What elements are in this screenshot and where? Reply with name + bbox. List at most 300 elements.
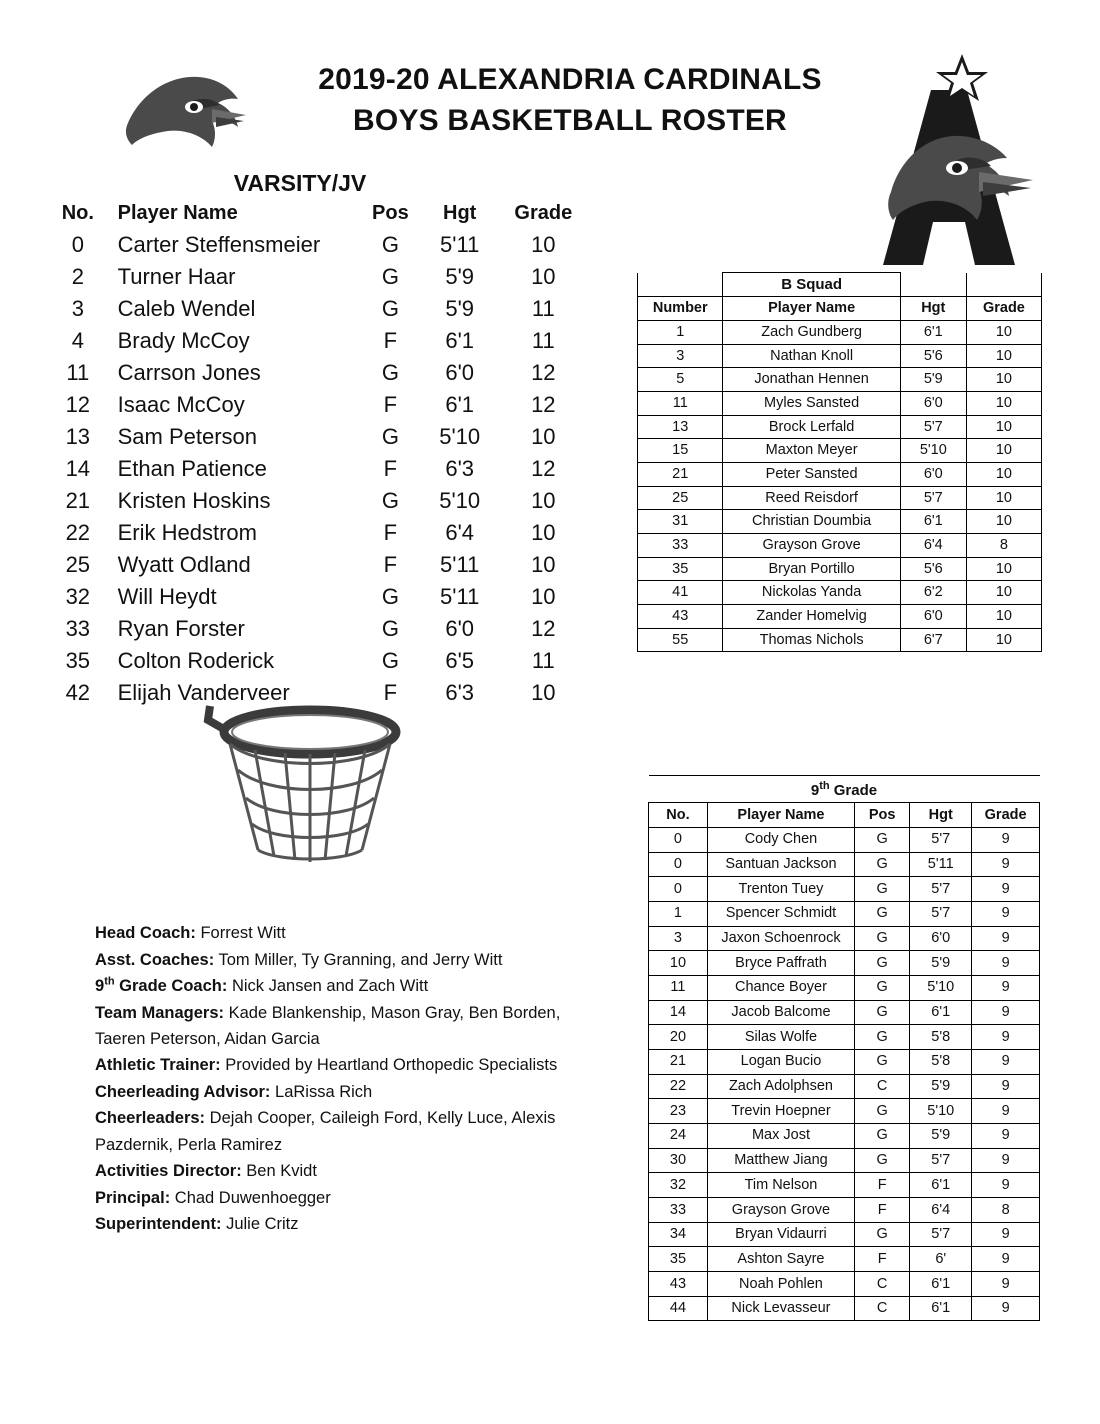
b-squad-cell: 5'6 bbox=[900, 344, 966, 368]
varsity-cell: 10 bbox=[531, 680, 556, 705]
ninth-cell: 9 bbox=[972, 1025, 1040, 1050]
varsity-cell: Carrson Jones bbox=[117, 360, 261, 385]
b-squad-cell: 10 bbox=[966, 344, 1041, 368]
ninth-cell: 10 bbox=[649, 951, 708, 976]
ninth-cell: G bbox=[855, 1049, 910, 1074]
ninth-cell: 20 bbox=[649, 1025, 708, 1050]
staff-athletic-trainer-label: Athletic Trainer: bbox=[95, 1056, 221, 1075]
table-row bbox=[638, 581, 1042, 605]
table-row bbox=[649, 1247, 1040, 1272]
ninth-cell: 9 bbox=[972, 1000, 1040, 1025]
ninth-cell: 5'7 bbox=[910, 901, 972, 926]
ninth-cell: Bryce Paffrath bbox=[707, 951, 854, 976]
varsity-cell: 0 bbox=[71, 232, 84, 257]
varsity-cell: 42 bbox=[65, 680, 91, 705]
ninth-cell: 11 bbox=[649, 975, 708, 1000]
varsity-cell: 10 bbox=[531, 264, 556, 289]
ninth-cell: 5'7 bbox=[910, 1222, 972, 1247]
varsity-cell: Will Heydt bbox=[117, 584, 217, 609]
ninth-cell: Logan Bucio bbox=[707, 1049, 854, 1074]
varsity-cell: 2 bbox=[71, 264, 84, 289]
table-row bbox=[50, 453, 590, 485]
b-squad-cell: Reed Reisdorf bbox=[723, 486, 900, 510]
varsity-cell: Carter Steffensmeier bbox=[117, 232, 321, 257]
staff-athletic-trainer-value: Provided by Heartland Orthopedic Specialists bbox=[220, 1056, 558, 1075]
ninth-cell: 9 bbox=[972, 1296, 1040, 1321]
table-header-row bbox=[50, 201, 590, 229]
varsity-cell: 35 bbox=[65, 648, 91, 673]
varsity-cell: G bbox=[381, 232, 399, 257]
varsity-cell: F bbox=[383, 680, 398, 705]
b-squad-cell: 10 bbox=[966, 415, 1041, 439]
ninth-cell: 30 bbox=[649, 1148, 708, 1173]
table-row bbox=[638, 486, 1042, 510]
ninth-header-row bbox=[649, 803, 1040, 828]
varsity-cell: 6'5 bbox=[445, 648, 475, 673]
varsity-cell: 5'10 bbox=[439, 488, 481, 513]
ninth-cell: 6'1 bbox=[910, 1173, 972, 1198]
table-row bbox=[649, 1272, 1040, 1297]
b-squad-cell: 5'7 bbox=[900, 486, 966, 510]
ninth-cell: G bbox=[855, 1222, 910, 1247]
varsity-cell: 5'10 bbox=[439, 424, 481, 449]
ninth-cell: 9 bbox=[972, 975, 1040, 1000]
b-squad-cell: 43 bbox=[638, 604, 723, 628]
varsity-cell: F bbox=[383, 456, 398, 481]
table-row bbox=[638, 533, 1042, 557]
table-row bbox=[50, 293, 590, 325]
table-row bbox=[649, 1222, 1040, 1247]
b-squad-cell: 6'0 bbox=[900, 462, 966, 486]
ninth-cell: G bbox=[855, 1025, 910, 1050]
ninth-cell: Max Jost bbox=[707, 1123, 854, 1148]
varsity-cell: F bbox=[383, 552, 398, 577]
ninth-cell: Trevin Hoepner bbox=[707, 1099, 854, 1124]
b-squad-cell: 15 bbox=[638, 439, 723, 463]
table-row bbox=[50, 261, 590, 293]
ninth-cell: 9 bbox=[972, 1123, 1040, 1148]
ninth-cell: F bbox=[855, 1247, 910, 1272]
ninth-cell: 21 bbox=[649, 1049, 708, 1074]
ninth-col-no: No. bbox=[649, 803, 708, 828]
b-squad-table bbox=[637, 272, 1042, 652]
b-squad-cell: Brock Lerfald bbox=[723, 415, 900, 439]
b-squad-cell: 13 bbox=[638, 415, 723, 439]
b-squad-cell: 6'1 bbox=[900, 510, 966, 534]
b-squad-cell: 5'9 bbox=[900, 368, 966, 392]
ninth-cell: 5'8 bbox=[910, 1025, 972, 1050]
table-row bbox=[649, 852, 1040, 877]
b-squad-cell: 6'4 bbox=[900, 533, 966, 557]
b-squad-col-name: Player Name bbox=[723, 297, 900, 321]
b-squad-cell: Bryan Portillo bbox=[723, 557, 900, 581]
ninth-cell: 9 bbox=[972, 951, 1040, 976]
ninth-cell: 0 bbox=[649, 827, 708, 852]
varsity-cell: Isaac McCoy bbox=[117, 392, 245, 417]
table-row bbox=[649, 1296, 1040, 1321]
varsity-jv-section bbox=[40, 170, 600, 709]
ninth-cell: 9 bbox=[972, 1247, 1040, 1272]
table-row bbox=[649, 1148, 1040, 1173]
varsity-cell: 10 bbox=[531, 488, 556, 513]
ninth-cell: Jacob Balcome bbox=[707, 1000, 854, 1025]
ninth-title-suffix: th bbox=[819, 779, 830, 792]
b-squad-cell: 6'7 bbox=[900, 628, 966, 652]
staff-principal-label: Principal: bbox=[95, 1188, 171, 1207]
table-row bbox=[638, 604, 1042, 628]
varsity-cell: 3 bbox=[71, 296, 84, 321]
b-squad-cell: 33 bbox=[638, 533, 723, 557]
varsity-cell: 5'11 bbox=[440, 232, 480, 257]
staff-cheer-advisor bbox=[95, 1079, 605, 1105]
ninth-cell: G bbox=[855, 852, 910, 877]
varsity-cell: 5'9 bbox=[445, 264, 475, 289]
table-row bbox=[649, 926, 1040, 951]
cardinal-a-star-logo bbox=[865, 50, 1040, 265]
varsity-cell: 6'4 bbox=[445, 520, 475, 545]
table-row bbox=[638, 320, 1042, 344]
ninth-cell: 5'8 bbox=[910, 1049, 972, 1074]
table-row bbox=[50, 645, 590, 677]
varsity-cell: G bbox=[381, 584, 399, 609]
b-squad-cell: 25 bbox=[638, 486, 723, 510]
b-squad-cell: 6'1 bbox=[900, 320, 966, 344]
ninth-cell: Grayson Grove bbox=[707, 1198, 854, 1223]
ninth-cell: F bbox=[855, 1198, 910, 1223]
varsity-cell: Caleb Wendel bbox=[117, 296, 256, 321]
ninth-cell: 5'7 bbox=[910, 877, 972, 902]
ninth-cell: 5'9 bbox=[910, 1074, 972, 1099]
table-row bbox=[638, 391, 1042, 415]
title-line-1: 2019-20 ALEXANDRIA CARDINALS bbox=[318, 63, 822, 96]
ninth-cell: 44 bbox=[649, 1296, 708, 1321]
varsity-cell: F bbox=[383, 328, 398, 353]
ninth-cell: 5'11 bbox=[910, 852, 972, 877]
ninth-cell: 9 bbox=[972, 1074, 1040, 1099]
table-row bbox=[638, 439, 1042, 463]
varsity-cell: Ryan Forster bbox=[117, 616, 245, 641]
staff-asst-coaches bbox=[95, 947, 605, 973]
varsity-cell: G bbox=[381, 488, 399, 513]
ninth-cell: G bbox=[855, 877, 910, 902]
b-squad-cell: 10 bbox=[966, 486, 1041, 510]
b-squad-section bbox=[637, 272, 1042, 652]
staff-list bbox=[95, 920, 605, 1238]
varsity-cell: G bbox=[381, 648, 399, 673]
table-row bbox=[649, 1000, 1040, 1025]
b-squad-cell: 11 bbox=[638, 391, 723, 415]
staff-ninth-coach-sup: th bbox=[104, 975, 115, 988]
ninth-col-name: Player Name bbox=[707, 803, 854, 828]
varsity-cell: 6'1 bbox=[445, 392, 475, 417]
ninth-cell: 6'1 bbox=[910, 1296, 972, 1321]
staff-activities-director bbox=[95, 1158, 605, 1184]
table-row bbox=[649, 827, 1040, 852]
ninth-cell: Ashton Sayre bbox=[707, 1247, 854, 1272]
ninth-cell: Chance Boyer bbox=[707, 975, 854, 1000]
ninth-cell: C bbox=[855, 1074, 910, 1099]
ninth-cell: Trenton Tuey bbox=[707, 877, 854, 902]
varsity-cell: Wyatt Odland bbox=[117, 552, 251, 577]
b-squad-cell: 10 bbox=[966, 391, 1041, 415]
varsity-cell: 6'3 bbox=[445, 680, 475, 705]
varsity-cell: 14 bbox=[65, 456, 91, 481]
b-squad-col-hgt: Hgt bbox=[900, 297, 966, 321]
table-row bbox=[50, 581, 590, 613]
b-squad-cell: 5'10 bbox=[900, 439, 966, 463]
table-row bbox=[50, 421, 590, 453]
b-squad-cell: Zach Gundberg bbox=[723, 320, 900, 344]
b-squad-cell: Christian Doumbia bbox=[723, 510, 900, 534]
b-squad-cell: 10 bbox=[966, 510, 1041, 534]
staff-cheerleaders bbox=[95, 1105, 605, 1157]
varsity-cell: 11 bbox=[531, 296, 555, 321]
ninth-col-pos: Pos bbox=[855, 803, 910, 828]
staff-activities-director-value: Ben Kvidt bbox=[241, 1162, 317, 1181]
ninth-cell: 6'4 bbox=[910, 1198, 972, 1223]
b-squad-cell: 10 bbox=[966, 604, 1041, 628]
table-row bbox=[638, 344, 1042, 368]
b-squad-cell: Maxton Meyer bbox=[723, 439, 900, 463]
ninth-cell: G bbox=[855, 901, 910, 926]
varsity-cell: Ethan Patience bbox=[117, 456, 267, 481]
basketball-hoop-image bbox=[200, 700, 420, 880]
table-row bbox=[50, 229, 590, 261]
ninth-cell: 33 bbox=[649, 1198, 708, 1223]
varsity-cell: 12 bbox=[65, 392, 91, 417]
ninth-cell: Santuan Jackson bbox=[707, 852, 854, 877]
varsity-col-name: Player Name bbox=[117, 202, 238, 224]
ninth-cell: G bbox=[855, 1000, 910, 1025]
staff-superintendent-label: Superintendent: bbox=[95, 1215, 222, 1234]
table-row bbox=[649, 877, 1040, 902]
varsity-cell: G bbox=[381, 616, 399, 641]
staff-asst-coaches-label: Asst. Coaches: bbox=[95, 950, 215, 969]
b-squad-section-title: B Squad bbox=[723, 273, 900, 297]
ninth-cell: 6'1 bbox=[910, 1272, 972, 1297]
varsity-cell: Elijah Vanderveer bbox=[117, 680, 290, 705]
ninth-cell: 5'9 bbox=[910, 1123, 972, 1148]
varsity-cell: Erik Hedstrom bbox=[117, 520, 257, 545]
table-row bbox=[638, 368, 1042, 392]
varsity-cell: 11 bbox=[531, 328, 555, 353]
ninth-cell: G bbox=[855, 951, 910, 976]
table-row bbox=[649, 1198, 1040, 1223]
varsity-cell: 12 bbox=[531, 360, 556, 385]
b-squad-cell: Zander Homelvig bbox=[723, 604, 900, 628]
ninth-cell: 1 bbox=[649, 901, 708, 926]
ninth-cell: 5'9 bbox=[910, 951, 972, 976]
varsity-cell: 6'0 bbox=[445, 616, 475, 641]
b-squad-cell: 10 bbox=[966, 557, 1041, 581]
staff-head-coach bbox=[95, 920, 605, 946]
ninth-cell: G bbox=[855, 1123, 910, 1148]
varsity-cell: 6'0 bbox=[445, 360, 475, 385]
varsity-cell: 5'11 bbox=[440, 552, 480, 577]
staff-superintendent-value: Julie Critz bbox=[221, 1215, 299, 1234]
ninth-cell: 43 bbox=[649, 1272, 708, 1297]
b-squad-title-row bbox=[638, 273, 1042, 297]
staff-cheer-advisor-value: LaRissa Rich bbox=[270, 1082, 373, 1101]
varsity-cell: 12 bbox=[531, 392, 556, 417]
staff-ninth-coach-rest: Grade Coach: bbox=[114, 977, 228, 996]
ninth-cell: 14 bbox=[649, 1000, 708, 1025]
varsity-cell: G bbox=[381, 424, 399, 449]
cardinal-head-logo bbox=[120, 65, 250, 160]
table-row bbox=[50, 325, 590, 357]
ninth-cell: 34 bbox=[649, 1222, 708, 1247]
varsity-cell: 13 bbox=[65, 424, 91, 449]
ninth-cell: 9 bbox=[972, 827, 1040, 852]
b-squad-cell: 31 bbox=[638, 510, 723, 534]
ninth-cell: 9 bbox=[972, 1173, 1040, 1198]
ninth-cell: 22 bbox=[649, 1074, 708, 1099]
staff-team-managers-label: Team Managers: bbox=[95, 1003, 224, 1022]
ninth-section-title bbox=[649, 776, 1040, 803]
ninth-cell: Spencer Schmidt bbox=[707, 901, 854, 926]
title-line-2: BOYS BASKETBALL ROSTER bbox=[353, 103, 787, 137]
b-squad-cell: 10 bbox=[966, 368, 1041, 392]
table-row bbox=[649, 1123, 1040, 1148]
varsity-section-title: VARSITY/JV bbox=[233, 170, 367, 196]
varsity-cell: 22 bbox=[65, 520, 91, 545]
varsity-cell: 10 bbox=[531, 584, 556, 609]
varsity-cell: 32 bbox=[65, 584, 91, 609]
ninth-grade-section bbox=[648, 775, 1040, 1321]
ninth-cell: 5'10 bbox=[910, 1099, 972, 1124]
varsity-cell: 5'9 bbox=[445, 296, 475, 321]
ninth-cell: 5'10 bbox=[910, 975, 972, 1000]
staff-ninth-coach bbox=[95, 973, 605, 999]
staff-ninth-coach-num: 9 bbox=[95, 977, 105, 996]
b-squad-cell: 10 bbox=[966, 320, 1041, 344]
ninth-cell: 9 bbox=[972, 877, 1040, 902]
table-row bbox=[50, 357, 590, 389]
ninth-cell: 9 bbox=[972, 926, 1040, 951]
varsity-roster-table bbox=[50, 201, 590, 709]
staff-cheer-advisor-label: Cheerleading Advisor: bbox=[95, 1082, 271, 1101]
b-squad-cell: 5'7 bbox=[900, 415, 966, 439]
table-row bbox=[638, 415, 1042, 439]
varsity-cell: 25 bbox=[65, 552, 91, 577]
ninth-cell: G bbox=[855, 1099, 910, 1124]
varsity-cell: 5'11 bbox=[440, 584, 480, 609]
varsity-cell: 11 bbox=[531, 648, 555, 673]
staff-principal-value: Chad Duwenhoegger bbox=[170, 1188, 331, 1207]
ninth-cell: 9 bbox=[972, 1099, 1040, 1124]
ninth-cell: 0 bbox=[649, 877, 708, 902]
b-squad-cell: 3 bbox=[638, 344, 723, 368]
varsity-cell: Brady McCoy bbox=[117, 328, 250, 353]
table-row bbox=[638, 462, 1042, 486]
b-squad-col-number: Number bbox=[638, 297, 723, 321]
varsity-cell: Colton Roderick bbox=[117, 648, 275, 673]
b-squad-col-grade: Grade bbox=[966, 297, 1041, 321]
ninth-cell: G bbox=[855, 1148, 910, 1173]
table-row bbox=[638, 510, 1042, 534]
b-squad-cell: 6'0 bbox=[900, 391, 966, 415]
b-squad-cell: Jonathan Hennen bbox=[723, 368, 900, 392]
varsity-cell: Turner Haar bbox=[117, 264, 236, 289]
ninth-cell: 23 bbox=[649, 1099, 708, 1124]
ninth-cell: Zach Adolphsen bbox=[707, 1074, 854, 1099]
ninth-cell: 24 bbox=[649, 1123, 708, 1148]
b-squad-cell: 10 bbox=[966, 462, 1041, 486]
b-squad-cell: Grayson Grove bbox=[723, 533, 900, 557]
b-squad-cell: 55 bbox=[638, 628, 723, 652]
ninth-grade-table bbox=[648, 775, 1040, 1321]
varsity-cell: 6'3 bbox=[445, 456, 475, 481]
ninth-cell: G bbox=[855, 827, 910, 852]
ninth-cell: G bbox=[855, 926, 910, 951]
ninth-cell: Silas Wolfe bbox=[707, 1025, 854, 1050]
varsity-cell: 4 bbox=[71, 328, 84, 353]
staff-superintendent bbox=[95, 1211, 605, 1237]
varsity-col-pos: Pos bbox=[372, 202, 409, 224]
b-squad-cell: Myles Sansted bbox=[723, 391, 900, 415]
table-row bbox=[50, 517, 590, 549]
ninth-cell: 3 bbox=[649, 926, 708, 951]
staff-head-coach-label: Head Coach: bbox=[95, 924, 196, 942]
b-squad-cell: Peter Sansted bbox=[723, 462, 900, 486]
ninth-title-number: 9 bbox=[810, 781, 820, 799]
table-row bbox=[50, 389, 590, 421]
ninth-title-row bbox=[649, 776, 1040, 803]
ninth-cell: 35 bbox=[649, 1247, 708, 1272]
ninth-cell: Matthew Jiang bbox=[707, 1148, 854, 1173]
b-squad-cell: 41 bbox=[638, 581, 723, 605]
staff-head-coach-value: Forrest Witt bbox=[195, 924, 286, 942]
ninth-cell: 6' bbox=[910, 1247, 972, 1272]
table-row bbox=[649, 975, 1040, 1000]
varsity-cell: G bbox=[381, 360, 399, 385]
b-squad-cell: 10 bbox=[966, 581, 1041, 605]
table-row bbox=[50, 485, 590, 517]
b-squad-cell: 21 bbox=[638, 462, 723, 486]
ninth-cell: 5'7 bbox=[910, 1148, 972, 1173]
staff-team-managers bbox=[95, 1000, 605, 1052]
b-squad-title-spacer-left bbox=[638, 273, 723, 297]
table-row bbox=[649, 901, 1040, 926]
b-squad-title-spacer-right1 bbox=[900, 273, 966, 297]
staff-ninth-coach-label bbox=[95, 977, 227, 995]
varsity-cell: 11 bbox=[66, 360, 90, 385]
staff-team-managers-value: Kade Blankenship, Mason Gray, Ben Borden, Taeren Peterson, Aidan Garcia bbox=[95, 1003, 561, 1048]
b-squad-cell: 5'6 bbox=[900, 557, 966, 581]
ninth-cell: Cody Chen bbox=[707, 827, 854, 852]
b-squad-cell: Nickolas Yanda bbox=[723, 581, 900, 605]
table-row bbox=[649, 951, 1040, 976]
table-row bbox=[649, 1049, 1040, 1074]
b-squad-header-row bbox=[638, 297, 1042, 321]
b-squad-cell: 35 bbox=[638, 557, 723, 581]
varsity-cell: 12 bbox=[531, 616, 556, 641]
varsity-col-no: No. bbox=[61, 202, 94, 224]
table-row bbox=[50, 549, 590, 581]
staff-athletic-trainer bbox=[95, 1052, 605, 1078]
b-squad-cell: 8 bbox=[966, 533, 1041, 557]
staff-asst-coaches-value: Tom Miller, Ty Granning, and Jerry Witt bbox=[214, 950, 503, 969]
b-squad-cell: Thomas Nichols bbox=[723, 628, 900, 652]
ninth-cell: C bbox=[855, 1272, 910, 1297]
varsity-cell: 12 bbox=[531, 456, 556, 481]
table-row bbox=[638, 557, 1042, 581]
page-title bbox=[270, 60, 870, 141]
ninth-cell: 6'1 bbox=[910, 1000, 972, 1025]
staff-cheerleaders-value: Dejah Cooper, Caileigh Ford, Kelly Luce, Alexis Pazdernik, Perla Ramirez bbox=[95, 1109, 556, 1154]
ninth-cell: 9 bbox=[972, 1148, 1040, 1173]
b-squad-cell: 5 bbox=[638, 368, 723, 392]
